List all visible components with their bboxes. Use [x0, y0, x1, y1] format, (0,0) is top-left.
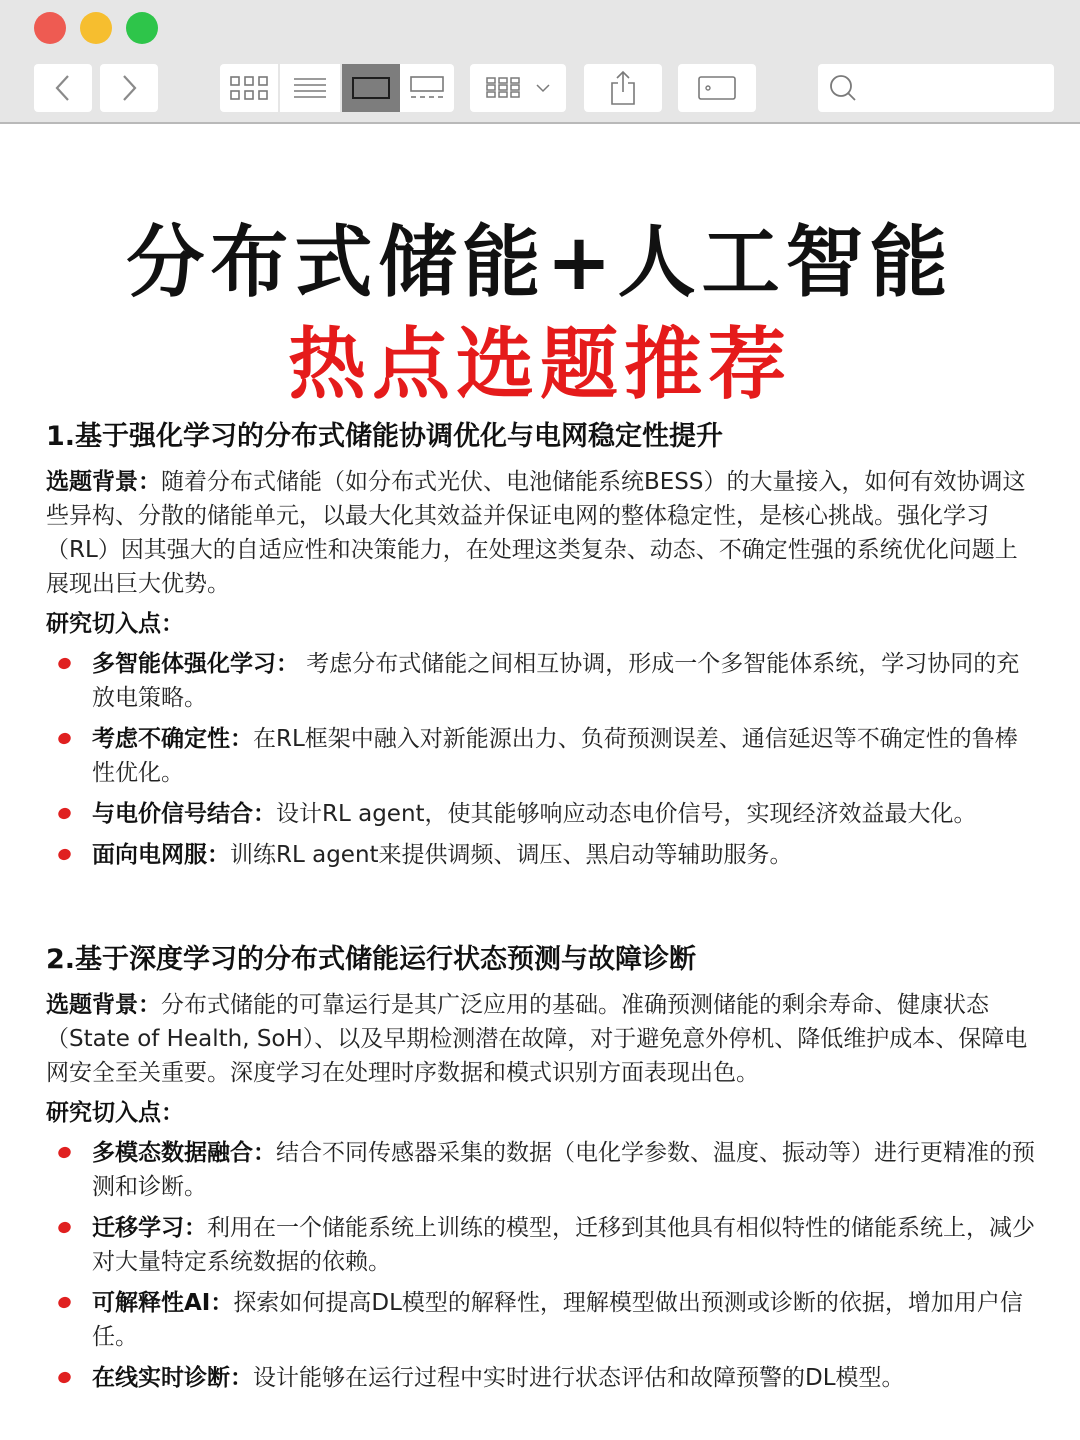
column-view-icon — [351, 76, 391, 100]
bullet-icon — [57, 1145, 73, 1160]
point-label: 在线实时诊断： — [92, 1365, 253, 1391]
point-label: 多模态数据融合： — [92, 1140, 276, 1166]
group-by-icon — [483, 75, 553, 101]
list-view-button[interactable] — [280, 64, 340, 112]
point-label: 面向电网服： — [92, 842, 230, 868]
point-text: 结合不同传感器采集的数据（电化学参数、温度、振动等）进行更精准的预测和诊断。 — [92, 1140, 1035, 1200]
gallery-view-icon — [408, 75, 446, 101]
background-text: 分布式储能的可靠运行是其广泛应用的基础。准确预测储能的剩余寿命、健康状态（State of Health, SoH）、以及早期检测潜在故障，对于避免意外停机、降低维护成本、保障电网安全至关重要。深度学习在处理时序数据和模式识别方面表现出色。 — [46, 992, 1028, 1086]
chevron-right-icon — [119, 73, 139, 103]
point-text: 利用在一个储能系统上训练的模型，迁移到其他具有相似特性的储能系统上，减少对大量特定系统数据的依赖。 — [92, 1215, 1035, 1275]
tag-button[interactable] — [678, 64, 756, 112]
point-label: 迁移学习： — [92, 1215, 207, 1241]
list-item — [46, 1361, 1036, 1395]
list-item — [46, 722, 1036, 790]
bullet-icon — [57, 806, 73, 821]
chevron-left-icon — [53, 73, 73, 103]
forward-button[interactable] — [100, 64, 158, 112]
topic-section-1 — [46, 417, 1036, 879]
column-view-button[interactable] — [342, 64, 400, 112]
list-item — [46, 838, 1036, 872]
point-text: 在RL框架中融入对新能源出力、负荷预测误差、通信延迟等不确定性的鲁棒性优化。 — [92, 726, 1018, 786]
window-controls — [34, 12, 158, 44]
entry-points-label: 研究切入点： — [46, 1100, 184, 1126]
topic-section-2 — [46, 940, 1036, 1402]
point-text: 设计RL agent，使其能够响应动态电价信号，实现经济效益最大化。 — [276, 801, 977, 827]
list-item — [46, 1286, 1036, 1354]
point-label: 与电价信号结合： — [92, 801, 276, 827]
point-text: 设计能够在运行过程中实时进行状态评估和故障预警的DL模型。 — [253, 1365, 905, 1391]
icon-view-button[interactable] — [220, 64, 278, 112]
section-heading: 1.基于强化学习的分布式储能协调优化与电网稳定性提升 — [46, 421, 724, 452]
tag-icon — [697, 75, 737, 101]
point-text: 探索如何提高DL模型的解释性，理解模型做出预测或诊断的依据，增加用户信任。 — [92, 1290, 1023, 1350]
search-input[interactable] — [818, 64, 1054, 112]
share-icon — [608, 70, 638, 106]
list-view-icon — [293, 76, 327, 100]
section-heading: 2.基于深度学习的分布式储能运行状态预测与故障诊断 — [46, 944, 697, 975]
entry-points-list — [46, 647, 1036, 872]
point-text: 考虑分布式储能之间相互协调，形成一个多智能体系统，学习协同的充放电策略。 — [92, 651, 1020, 711]
page-subtitle: 热点选题推荐 — [287, 320, 792, 410]
list-item — [46, 1136, 1036, 1204]
minimize-window-button[interactable] — [80, 12, 112, 44]
close-window-button[interactable] — [34, 12, 66, 44]
background-label: 选题背景： — [46, 469, 161, 495]
list-item — [46, 647, 1036, 715]
background-paragraph — [46, 465, 1036, 601]
point-text: 训练RL agent来提供调频、调压、黑启动等辅助服务。 — [230, 842, 793, 868]
point-label: 可解释性AI： — [92, 1290, 234, 1316]
list-item — [46, 1211, 1036, 1279]
gallery-view-button[interactable] — [400, 64, 454, 112]
search-icon — [828, 73, 858, 103]
zoom-window-button[interactable] — [126, 12, 158, 44]
list-item — [46, 797, 1036, 831]
back-button[interactable] — [34, 64, 92, 112]
group-by-button[interactable] — [470, 64, 566, 112]
bullet-icon — [57, 1220, 73, 1235]
bullet-icon — [57, 731, 73, 746]
background-text: 随着分布式储能（如分布式光伏、电池储能系统BESS）的大量接入，如何有效协调这些异构、分散的储能单元，以最大化其效益并保证电网的整体稳定性，是核心挑战。强化学习（RL）因其强大的自适应性和决策能力，在处理这类复杂、动态、不确定性强的系统优化问题上展现出巨大优势。 — [46, 469, 1026, 597]
window-toolbar — [0, 0, 1080, 124]
bullet-icon — [57, 847, 73, 862]
point-label: 多智能体强化学习： — [92, 651, 299, 677]
share-button[interactable] — [584, 64, 662, 112]
bullet-icon — [57, 1370, 73, 1385]
bullet-icon — [57, 656, 73, 671]
page-title: 分布式储能+人工智能 — [126, 218, 954, 308]
bullet-icon — [57, 1295, 73, 1310]
entry-points-list — [46, 1136, 1036, 1395]
background-label: 选题背景： — [46, 992, 161, 1018]
document-content — [0, 124, 1080, 1440]
background-paragraph — [46, 988, 1036, 1090]
grid-view-icon — [229, 75, 269, 101]
point-label: 考虑不确定性： — [92, 726, 253, 752]
entry-points-label: 研究切入点： — [46, 611, 184, 637]
